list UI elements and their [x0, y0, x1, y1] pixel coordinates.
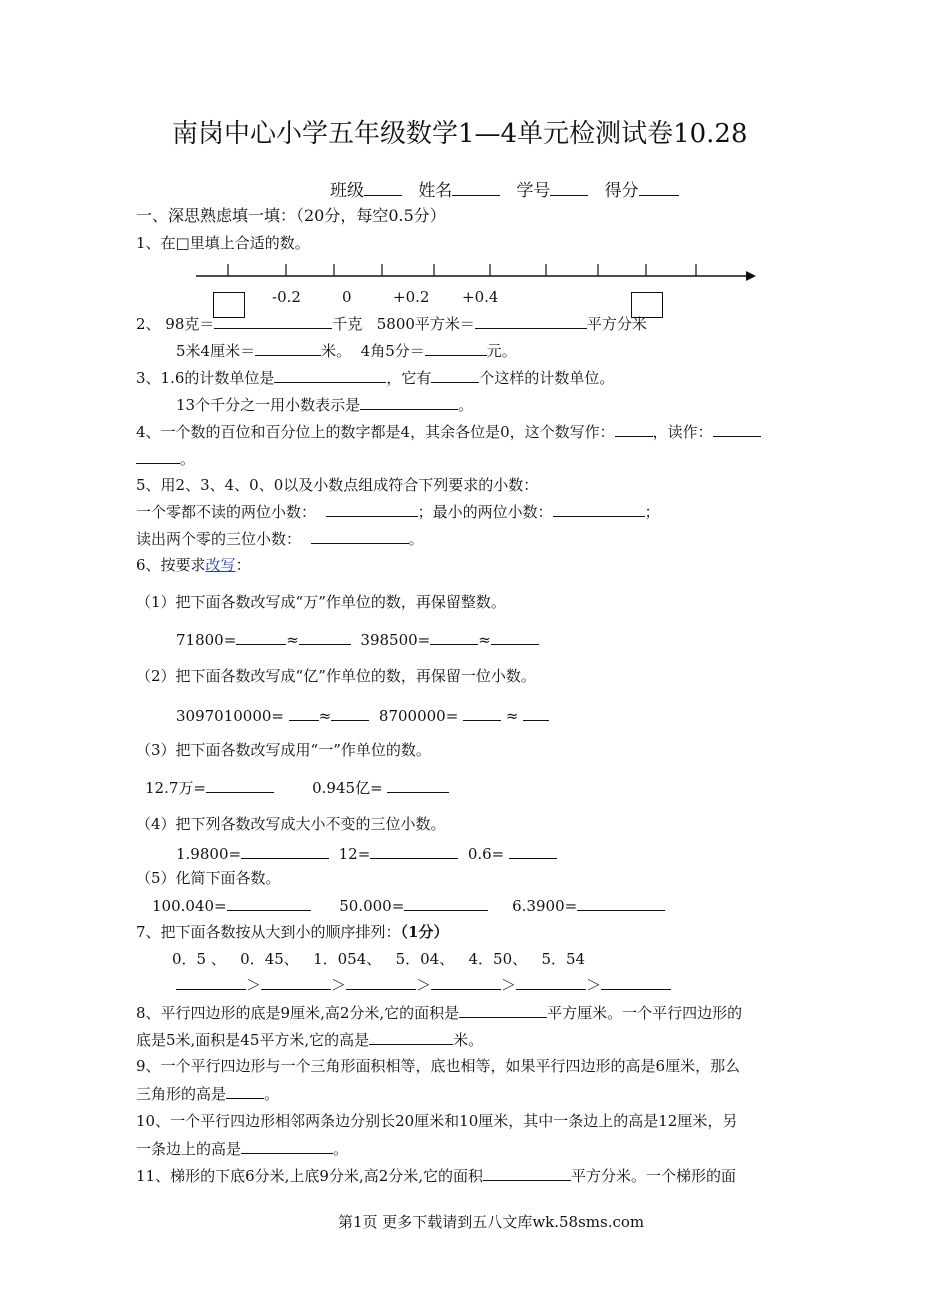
q9-line2 [136, 1083, 279, 1104]
q2-text-h: 元。 [486, 342, 517, 360]
header-info [330, 180, 679, 201]
blank[interactable] [226, 1083, 264, 1099]
blank[interactable] [430, 629, 478, 645]
q5-text-d: ； [644, 503, 660, 521]
blank[interactable] [206, 777, 274, 793]
q11-line1 [136, 1165, 736, 1186]
blank[interactable] [577, 895, 665, 911]
q6-text-b: ： [235, 556, 251, 574]
blank[interactable] [483, 1165, 571, 1181]
q5-text-c: ；最小的两位小数： [417, 503, 553, 521]
gt-sign: ＞ [501, 976, 517, 994]
q8-text-d: 米。 [453, 1031, 484, 1049]
q3-text-b: ，它有 [386, 369, 432, 387]
blank[interactable] [236, 629, 286, 645]
page-title: 南岗中心小学五年级数学1—4单元检测试卷10.28 [172, 119, 748, 149]
q4-line1 [136, 421, 761, 442]
name-label: 姓名 [418, 181, 453, 201]
q2-text-a: 2、 98克＝ [136, 315, 215, 333]
q6-3-a: 12.7万= [145, 779, 206, 797]
q3-line2 [176, 394, 473, 415]
q4-line2 [136, 448, 195, 469]
id-blank[interactable] [550, 180, 588, 196]
number-line [190, 262, 760, 286]
q5-line3 [136, 528, 424, 549]
blank[interactable] [475, 313, 587, 329]
q4-text-a: 4、一个数的百位和百分位上的数字都是4，其余各位是0，这个数写作： [136, 423, 615, 441]
q5-text-f: 。 [408, 530, 424, 548]
blank[interactable] [516, 974, 586, 990]
class-label: 班级 [330, 181, 364, 201]
q6-2-a: 3097010000= [176, 707, 285, 725]
q10-line1: 10、一个平行四边形相邻两条边分别长20厘米和10厘米，其中一条边上的高是12厘米，另 [136, 1112, 738, 1130]
blank[interactable] [360, 394, 458, 410]
blank[interactable] [299, 629, 351, 645]
section-heading: 一、深思熟虑填一填：（20分，每空0.5分） [136, 206, 446, 225]
q6-1-a: 71800= [176, 631, 237, 649]
q2-text-c: 5800平方米＝ [376, 315, 475, 333]
q6-1-c: 398500= [360, 631, 431, 649]
q8-text-b: 平方厘米。一个平行四边形的 [547, 1004, 743, 1022]
blank[interactable] [615, 421, 653, 437]
blank[interactable] [346, 974, 416, 990]
q6-5-c: 6.3900= [512, 897, 578, 915]
nl-label: +0.2 [393, 288, 430, 306]
blank[interactable] [404, 895, 488, 911]
blank[interactable] [431, 367, 479, 383]
q8-line1 [136, 1002, 742, 1023]
blank[interactable] [176, 974, 246, 990]
q8-text-a: 8、平行四边形的底是9厘米,高2分米,它的面积是 [136, 1004, 460, 1022]
q7-numbers: 0．5 、 0．45、 1．054、 5．04、 4．50、 5．54 [172, 950, 586, 968]
gt-sign: ＞ [586, 976, 602, 994]
q2-text-e: 5米4厘米＝ [176, 342, 256, 360]
q2-line1 [136, 313, 647, 334]
class-blank[interactable] [364, 180, 402, 196]
q8-text-c: 底是5米,面积是45平方米,它的高是 [136, 1031, 370, 1049]
q5-text-b: 一个零都不读的两位小数： [136, 503, 317, 521]
blank[interactable] [214, 313, 332, 329]
number-line-arrow [746, 271, 756, 281]
q6-line [136, 555, 251, 575]
score-blank[interactable] [639, 180, 679, 196]
q8-line2 [136, 1029, 483, 1050]
q9-line1: 9、一个平行四边形与一个三角形面积相等，底也相等，如果平行四边形的高是6厘米，那么 [136, 1057, 741, 1075]
q6-2-c: 8700000= [378, 707, 459, 725]
q6-3-b: 0.945亿= [312, 779, 383, 797]
q10-text-b: 一条边上的高是 [136, 1140, 242, 1158]
q3-text-a: 3、1.6的计数单位是 [136, 369, 275, 387]
q4-text-c: 。 [180, 450, 196, 468]
q2-text-f: 米。 [321, 342, 352, 360]
q9-text-c: 。 [264, 1085, 280, 1103]
blank[interactable] [227, 895, 311, 911]
q6-5-b: 50.000= [339, 897, 405, 915]
q7-line1 [136, 922, 448, 942]
blank[interactable] [255, 340, 321, 356]
q5-text-e: 读出两个零的三位小数： [136, 530, 302, 548]
q6-1-head: （1）把下面各数改写成“万”作单位的数，再保留整数。 [136, 593, 506, 611]
q5-line1: 5、用2、3、4、0、0以及小数点组成符合下列要求的小数： [136, 476, 539, 494]
q2-text-b: 千克 [332, 315, 363, 333]
blank[interactable] [463, 705, 501, 721]
q4-text-b: ，读作： [652, 423, 713, 441]
blank[interactable] [370, 843, 458, 859]
nl-label: +0.4 [462, 288, 499, 306]
blank[interactable] [241, 843, 329, 859]
id-label: 学号 [516, 181, 551, 201]
q10-text-c: 。 [333, 1140, 349, 1158]
blank[interactable] [425, 340, 487, 356]
q11-text-a: 11、梯形的下底6分米,上底9分米,高2分米,它的面积 [136, 1167, 484, 1185]
blank[interactable] [289, 705, 319, 721]
nl-label: -0.2 [272, 288, 301, 306]
q9-text-b: 三角形的高是 [136, 1085, 227, 1103]
q2-line2 [176, 340, 517, 361]
gt-sign: ＞ [416, 976, 432, 994]
blank[interactable] [261, 974, 331, 990]
blank[interactable] [491, 629, 539, 645]
blank[interactable] [431, 974, 501, 990]
blank[interactable] [274, 367, 386, 383]
q6-1-d: ≈ [478, 631, 491, 649]
q1-text: 1、在□里填上合适的数。 [136, 234, 310, 252]
blank[interactable] [311, 528, 409, 544]
blank[interactable] [509, 843, 557, 859]
q6-4-b: 12= [338, 845, 371, 863]
gt-sign: ＞ [331, 976, 347, 994]
q6-4-c: 0.6= [467, 845, 505, 863]
q3-text-e: 。 [458, 396, 474, 414]
score-label: 得分 [604, 181, 639, 201]
gt-sign: ＞ [246, 976, 262, 994]
q6-5-line [152, 895, 665, 916]
blank[interactable] [136, 448, 180, 464]
blank[interactable] [387, 777, 449, 793]
q6-1-b: ≈ [286, 631, 299, 649]
q6-2-head: （2）把下面各数改写成“亿”作单位的数，再保留一位小数。 [136, 667, 536, 685]
name-blank[interactable] [452, 180, 500, 196]
q6-3-head: （3）把下面各数改写成用“一”作单位的数。 [136, 741, 431, 759]
blank[interactable] [713, 421, 761, 437]
blank[interactable] [326, 501, 418, 517]
number-line-ticks [228, 264, 696, 276]
q7-ordering [176, 974, 671, 995]
blank[interactable] [553, 501, 645, 517]
q10-line2 [136, 1138, 348, 1159]
q11-text-b: 平方分米。一个梯形的面 [571, 1167, 737, 1185]
blank[interactable] [523, 705, 549, 721]
q6-4-a: 1.9800= [176, 845, 242, 863]
q3-text-c: 个这样的计数单位。 [479, 369, 615, 387]
page-footer: 第1页 更多下载请到五八文库wk.58sms.com [338, 1213, 645, 1231]
q6-2-b: ≈ [318, 707, 332, 725]
q7-score: （1分） [400, 923, 449, 941]
blank[interactable] [601, 974, 671, 990]
q6-text-a: 6、按要求 [136, 556, 206, 574]
q6-5-a: 100.040= [152, 897, 227, 915]
q6-4-head: （4）把下列各数改写成大小不变的三位小数。 [136, 815, 446, 833]
rewrite-link[interactable]: 改写 [205, 556, 236, 574]
q3-text-d: 13个千分之一用小数表示是 [176, 396, 361, 414]
blank[interactable] [369, 1029, 453, 1045]
q6-4-line [176, 843, 557, 864]
blank[interactable] [459, 1002, 547, 1018]
q3-line1 [136, 367, 614, 388]
q5-line2 [136, 501, 660, 522]
q6-2-d: ≈ [505, 707, 519, 725]
q6-5-head: （5）化简下面各数。 [136, 869, 281, 887]
nl-label: 0 [342, 288, 352, 306]
q6-3-line [145, 777, 449, 798]
q2-text-g: 4角5分＝ [360, 342, 425, 360]
q2-text-d: 平方分米 [586, 315, 647, 333]
q6-1-line [176, 629, 539, 650]
q7-text-a: 7、把下面各数按从大到小的顺序排列： [136, 923, 401, 941]
blank[interactable] [241, 1138, 333, 1154]
blank[interactable] [331, 705, 369, 721]
q6-2-line [176, 705, 549, 726]
